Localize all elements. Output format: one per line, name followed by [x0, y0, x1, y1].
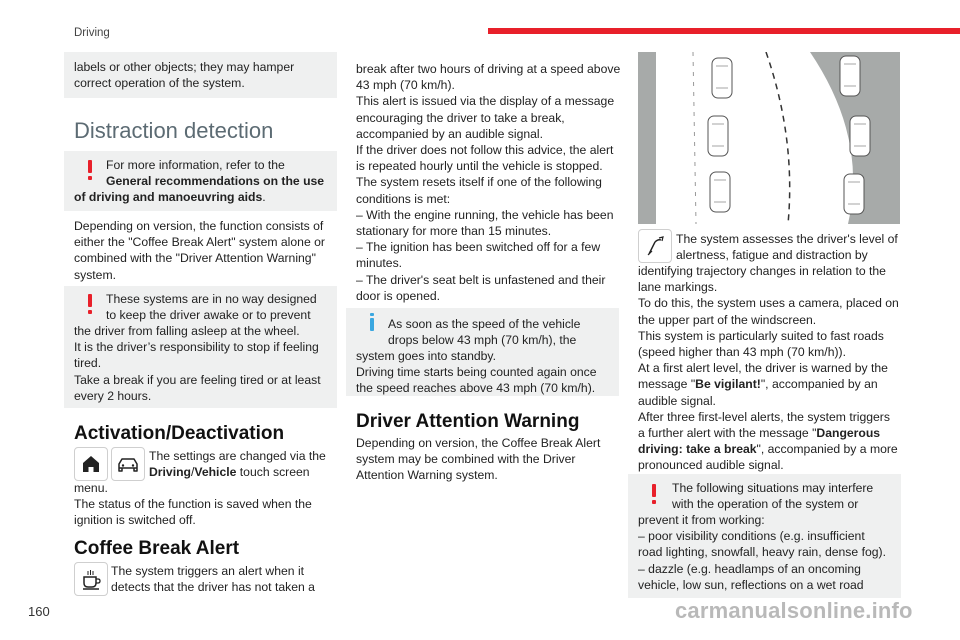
coffee-intro: The system triggers an alert when it detects that the driver has not taken a — [111, 564, 315, 595]
intro-paragraph: Depending on version, the function consists of either the "Coffee Break Alert" system alone or combined with the "Driver Attention Warning" system. — [74, 219, 325, 282]
lane-drift-illustration — [638, 52, 900, 224]
assess-paragraph: identifying trajectory changes in relation to the lane markings. To do this, the system uses a camera, placed on the upper part of the windscreen. This system is particularly suited to fast roads (speed higher than 43 mph (70 km/h)). At a first alert level, the driver is warned by the message "Be vigilant!", accompanied by an audible signal. After three first-level alerts, the system triggers a further alert with the message "Dangerous driving: take a break", accompanied by a more pronounced audible signal. — [638, 264, 899, 473]
distraction-heading: Distraction detection — [74, 118, 274, 143]
note-box-top — [64, 52, 337, 98]
coffee-paragraph: break after two hours of driving at a speed above 43 mph (70 km/h). This alert is issued via the display of a message encouraging the driver to take a break, accompanied by an audible signal. If the driver does not follow this advice, the alert is repeated hourly until the vehicle is stopped. The system resets itself if one of the following conditions is met: – With the engine running, the vehicle has been stationary for more than 15 minutes. – The ignition has been switched off for a few minutes. – The driver's seat belt is unfastened and their door is opened. — [356, 62, 621, 303]
activation-rest: menu. The status of the function is saved when the ignition is switched off. — [74, 481, 312, 528]
daw-paragraph: Depending on version, the Coffee Break Alert system may be combined with the Driver Attention Warning system. — [356, 436, 601, 483]
assess-line2: alertness, fatigue and distraction by — [676, 248, 868, 262]
warning-box-awake: These systems are in no way designed to keep the driver awake or to prevent the driver from falling asleep at the wheel. It is the driver’s responsibility to stop if feeling tired. Take a break if you are feeling tired or at least every 2 hours. — [64, 286, 337, 408]
home-icon — [74, 447, 108, 481]
warning-box-general: For more information, refer to the General recommendations on the use of driving and manoeuvring aids. — [64, 151, 337, 211]
header-accent-bar — [488, 28, 960, 34]
coffee-cup-icon — [74, 562, 108, 596]
section-title: Driving — [74, 27, 110, 39]
lane-assist-icon — [638, 229, 672, 263]
page-number: 160 — [28, 604, 50, 619]
assess-line1: The system assesses the driver's level of — [676, 232, 898, 246]
warning-box-interference: The following situations may interfere with the operation of the system or prevent it from working: – poor visibility conditions (e.g. insufficient road lighting, snowfall, heavy rain, dense fog). – dazzle (e.g. headlamps of an oncoming vehicle, low sun, reflections on a wet road — [628, 474, 901, 598]
note-text: labels or other objects; they may hamper correct operation of the system. — [74, 60, 295, 91]
activation-line2: Driving/Vehicle touch screen — [149, 465, 310, 479]
coffee-heading: Coffee Break Alert — [74, 538, 240, 559]
activation-line1: The settings are changed via the — [149, 449, 326, 463]
car-icon — [111, 447, 145, 481]
watermark: carmanualsonline.info — [675, 598, 913, 623]
activation-heading: Activation/Deactivation — [74, 423, 285, 444]
daw-heading: Driver Attention Warning — [356, 411, 580, 432]
info-box-standby: As soon as the speed of the vehicle drops below 43 mph (70 km/h), the system goes into standby. Driving time starts being counted again once the speed reaches above 43 mph (70 km/h). — [346, 308, 619, 396]
